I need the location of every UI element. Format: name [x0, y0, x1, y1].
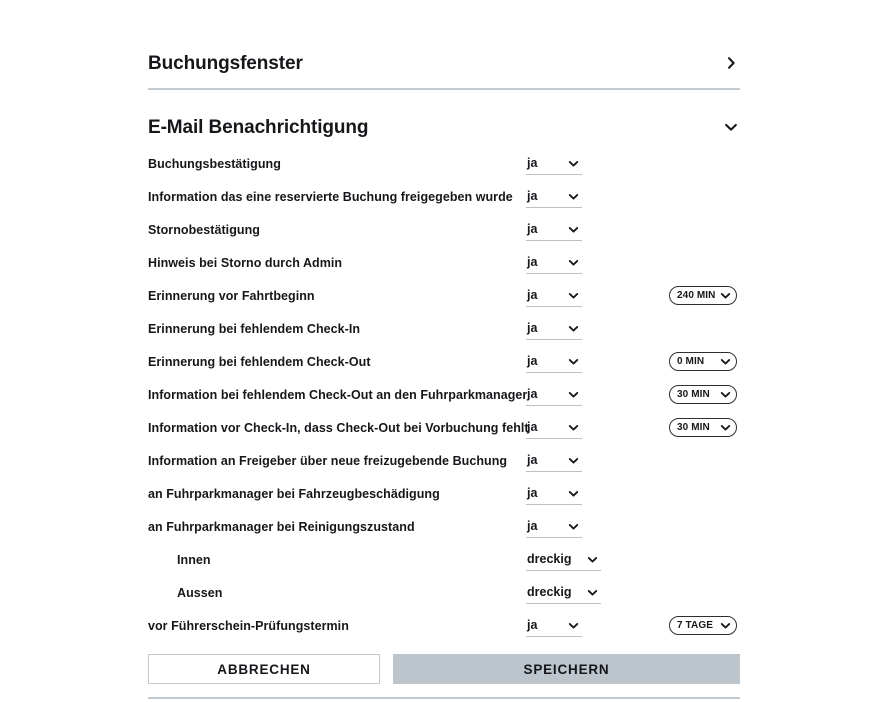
- setting-value-select[interactable]: [526, 417, 582, 439]
- chevron-down-icon: [567, 388, 580, 401]
- setting-value-text: dreckig: [527, 551, 572, 566]
- setting-lead-time-select[interactable]: [669, 616, 737, 635]
- setting-row-label: an Fuhrparkmanager bei Reinigungszustand: [148, 519, 415, 534]
- setting-row: [148, 609, 740, 642]
- setting-row-label: Information das eine reservierte Buchung freigegeben wurde: [148, 189, 513, 204]
- setting-lead-time-select[interactable]: [669, 385, 737, 404]
- setting-lead-time-text: 30 MIN: [677, 388, 710, 400]
- setting-row: [148, 279, 740, 312]
- chevron-down-icon: [567, 619, 580, 632]
- chevron-down-icon: [567, 289, 580, 302]
- chevron-down-icon[interactable]: [722, 118, 740, 136]
- chevron-down-icon: [567, 355, 580, 368]
- setting-lead-time-select[interactable]: [669, 286, 737, 305]
- setting-value-text: ja: [527, 188, 538, 203]
- chevron-down-icon: [720, 389, 731, 400]
- section-header-buchungsfenster[interactable]: [148, 43, 740, 83]
- section-title-email-benachrichtigung: E-Mail Benachrichtigung: [148, 116, 369, 138]
- chevron-down-icon: [720, 290, 731, 301]
- chevron-down-icon: [567, 157, 580, 170]
- setting-row-label: Information vor Check-In, dass Check-Out bei Vorbuchung fehlt: [148, 420, 529, 435]
- setting-value-select[interactable]: [526, 153, 582, 175]
- setting-value-select[interactable]: [526, 252, 582, 274]
- setting-row-label: Erinnerung vor Fahrtbeginn: [148, 288, 315, 303]
- setting-row: [148, 576, 740, 609]
- setting-value-select[interactable]: [526, 483, 582, 505]
- setting-lead-time-text: 0 MIN: [677, 355, 705, 367]
- setting-value-text: ja: [527, 518, 538, 533]
- chevron-down-icon: [586, 553, 599, 566]
- setting-row-label: Innen: [177, 552, 211, 567]
- setting-value-select[interactable]: [526, 318, 582, 340]
- setting-row: [148, 411, 740, 444]
- chevron-down-icon: [567, 487, 580, 500]
- setting-row: [148, 213, 740, 246]
- setting-value-text: ja: [527, 221, 538, 236]
- form-actions: [148, 654, 740, 684]
- setting-lead-time-text: 7 TAGE: [677, 619, 713, 631]
- setting-row-label: Aussen: [177, 585, 223, 600]
- setting-value-select[interactable]: [526, 450, 582, 472]
- chevron-down-icon: [567, 520, 580, 533]
- setting-row: [148, 477, 740, 510]
- setting-value-text: dreckig: [527, 584, 572, 599]
- setting-row: [148, 180, 740, 213]
- setting-row-label: Erinnerung bei fehlendem Check-In: [148, 321, 361, 336]
- setting-row-label: Hinweis bei Storno durch Admin: [148, 255, 343, 270]
- setting-row: [148, 510, 740, 543]
- section-header-email-benachrichtigung[interactable]: [148, 107, 740, 147]
- chevron-down-icon: [720, 356, 731, 367]
- setting-row-label: an Fuhrparkmanager bei Fahrzeugbeschädigung: [148, 486, 440, 501]
- chevron-down-icon: [567, 190, 580, 203]
- setting-row: [148, 345, 740, 378]
- setting-value-select[interactable]: [526, 549, 601, 571]
- setting-row: [148, 246, 740, 279]
- setting-lead-time-select[interactable]: [669, 352, 737, 371]
- setting-value-text: ja: [527, 353, 538, 368]
- setting-row-label: Information bei fehlendem Check-Out an den Fuhrparkmanager: [148, 387, 528, 402]
- section-title-buchungsfenster: Buchungsfenster: [148, 52, 303, 74]
- chevron-down-icon: [720, 620, 731, 631]
- setting-value-select[interactable]: [526, 582, 601, 604]
- setting-value-text: ja: [527, 254, 538, 269]
- chevron-down-icon: [567, 454, 580, 467]
- setting-value-text: ja: [527, 320, 538, 335]
- setting-row-label: Buchungsbestätigung: [148, 156, 281, 171]
- setting-value-text: ja: [527, 287, 538, 302]
- setting-value-select[interactable]: [526, 219, 582, 241]
- chevron-down-icon: [586, 586, 599, 599]
- setting-row-label: Information an Freigeber über neue freizugebende Buchung: [148, 453, 508, 468]
- setting-value-text: ja: [527, 155, 538, 170]
- setting-value-text: ja: [527, 419, 538, 434]
- notification-settings-list: [148, 147, 740, 642]
- setting-value-select[interactable]: [526, 615, 582, 637]
- setting-row: [148, 444, 740, 477]
- setting-value-text: ja: [527, 485, 538, 500]
- setting-value-select[interactable]: [526, 384, 582, 406]
- bottom-divider: [148, 697, 740, 699]
- setting-value-text: ja: [527, 452, 538, 467]
- chevron-down-icon: [567, 223, 580, 236]
- settings-panel: [148, 0, 740, 684]
- setting-row: [148, 543, 740, 576]
- setting-lead-time-select[interactable]: [669, 418, 737, 437]
- setting-lead-time-text: 240 MIN: [677, 289, 716, 301]
- setting-row: [148, 378, 740, 411]
- setting-value-text: ja: [527, 617, 538, 632]
- setting-value-select[interactable]: [526, 186, 582, 208]
- setting-row-label: vor Führerschein-Prüfungstermin: [148, 618, 349, 633]
- chevron-down-icon: [720, 422, 731, 433]
- setting-value-select[interactable]: [526, 516, 582, 538]
- save-button[interactable]: SPEICHERN: [393, 654, 740, 684]
- setting-row-label: Stornobestätigung: [148, 222, 260, 237]
- setting-lead-time-text: 30 MIN: [677, 421, 710, 433]
- chevron-down-icon: [567, 421, 580, 434]
- cancel-button[interactable]: ABBRECHEN: [148, 654, 380, 684]
- setting-row: [148, 147, 740, 180]
- setting-row-label: Erinnerung bei fehlendem Check-Out: [148, 354, 371, 369]
- setting-value-select[interactable]: [526, 285, 582, 307]
- setting-value-select[interactable]: [526, 351, 582, 373]
- setting-value-text: ja: [527, 386, 538, 401]
- chevron-down-icon: [567, 322, 580, 335]
- setting-row: [148, 312, 740, 345]
- chevron-down-icon: [567, 256, 580, 269]
- chevron-right-icon[interactable]: [722, 54, 740, 72]
